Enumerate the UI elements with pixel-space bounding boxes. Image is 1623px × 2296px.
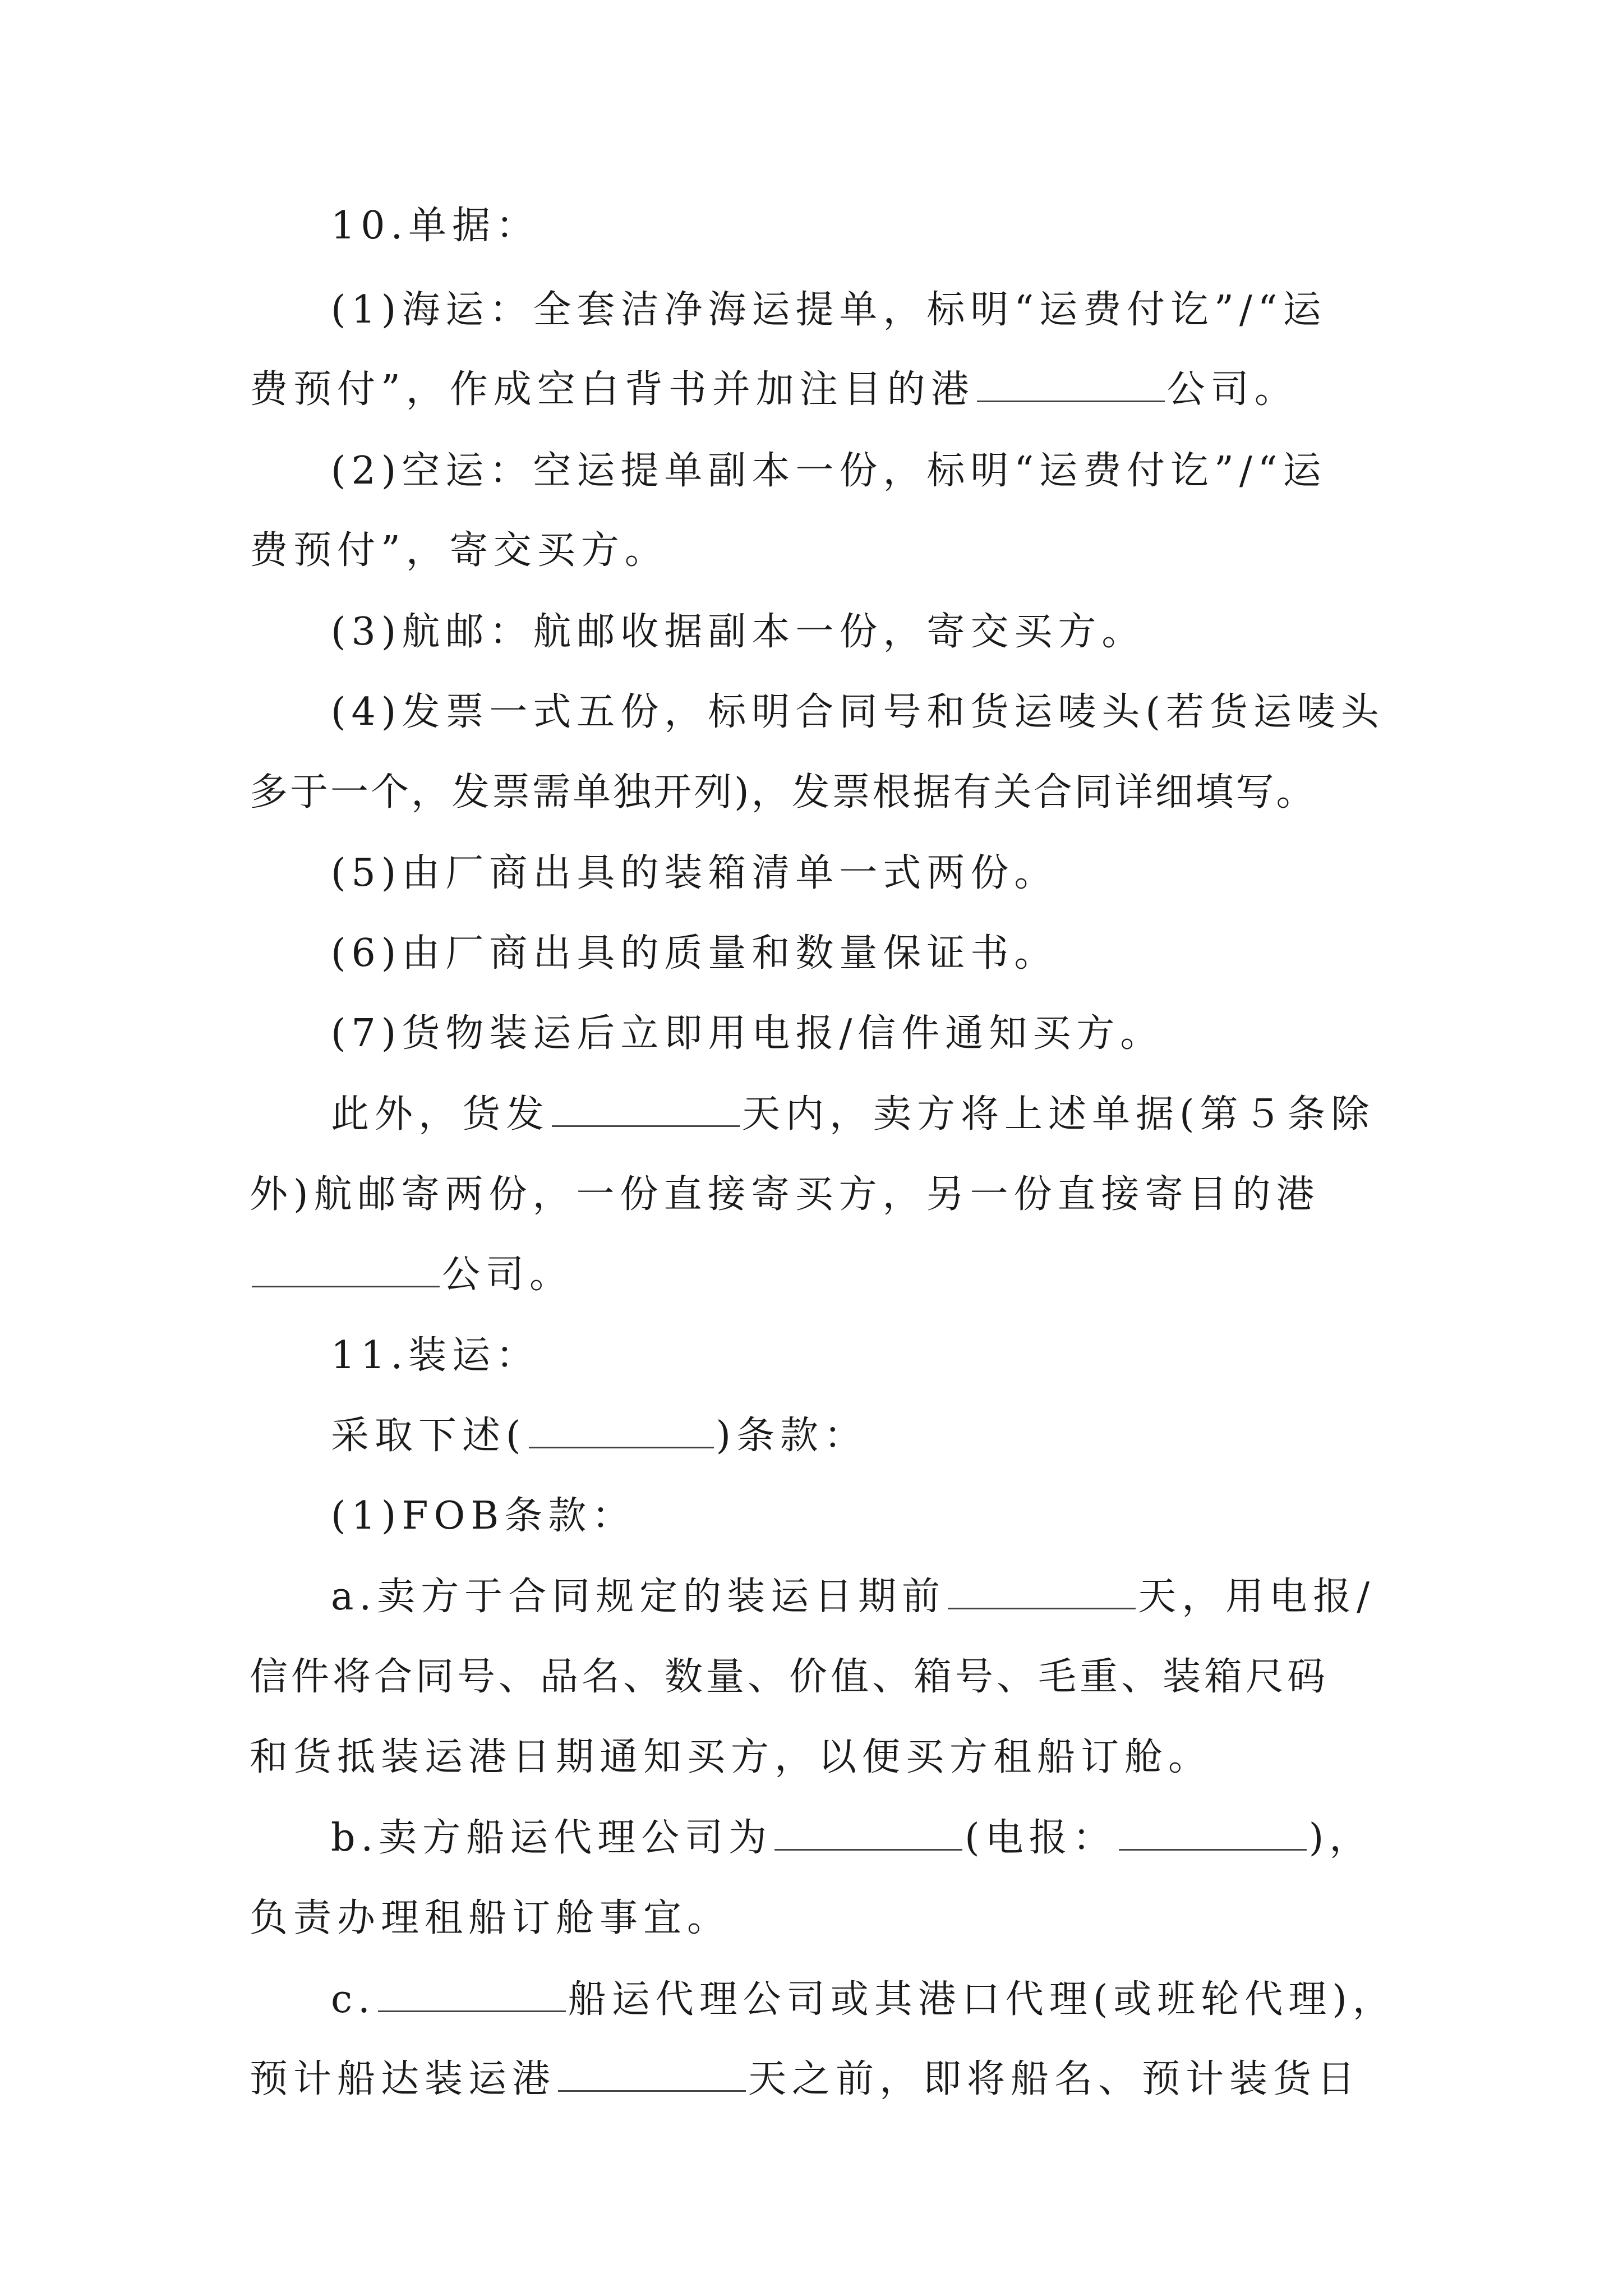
section-10-heading: 10.单据： xyxy=(331,204,540,248)
paragraph-8-line-1: 此外，货发 天内，卖方将上述单据(第５条除 xyxy=(331,1092,1375,1137)
fob-clause-heading: (1)FOB条款： xyxy=(331,1494,636,1538)
fill-blank[interactable] xyxy=(558,2056,746,2092)
item-a-line-2: 信件将合同号、品名、数量、价值、箱号、毛重、装箱尺码 xyxy=(250,1655,1329,1699)
fill-blank[interactable] xyxy=(552,1092,740,1127)
paragraph-8-line-2: 外)航邮寄两份，一份直接寄买方，另一份直接寄目的港 xyxy=(250,1172,1320,1217)
paragraph-6: (6)由厂商出具的质量和数量保证书。 xyxy=(331,931,1058,976)
item-a-line-1: a.卖方于合同规定的装运日期前 天，用电报/ xyxy=(331,1575,1376,1619)
paragraph-4-line-2: 多于一个，发票需单独开列)，发票根据有关合同详细填写。 xyxy=(250,770,1317,815)
paragraph-1-line-1: (1)海运：全套洁净海运提单，标明“运费付讫”/“运 xyxy=(331,288,1327,332)
fill-blank[interactable] xyxy=(529,1413,714,1448)
paragraph-2-line-1: (2)空运：空运提单副本一份，标明“运费付讫”/“运 xyxy=(331,449,1327,493)
fill-blank[interactable] xyxy=(378,1977,566,2012)
paragraph-7: (7)货物装运后立即用电报/信件通知买方。 xyxy=(331,1011,1164,1056)
fill-blank[interactable] xyxy=(774,1815,962,1851)
paragraph-4-line-1: (4)发票一式五份，标明合同号和货运唛头(若货运唛头 xyxy=(331,690,1385,734)
paragraph-5: (5)由厂商出具的装箱清单一式两份。 xyxy=(331,851,1058,895)
item-c-line-1: c. 船运代理公司或其港口代理(或班轮代理)， xyxy=(331,1977,1396,2022)
paragraph-2-line-2: 费预付”，寄交买方。 xyxy=(250,528,668,573)
item-b-line-1: b.卖方船运代理公司为 (电报： )， xyxy=(331,1816,1373,1860)
section-11-heading: 11.装运： xyxy=(331,1333,540,1378)
fill-blank[interactable] xyxy=(977,367,1165,402)
fill-blank[interactable] xyxy=(252,1252,440,1287)
paragraph-3: (3)航邮：航邮收据副本一份，寄交买方。 xyxy=(331,610,1146,654)
clause-selection-line: 采取下述( )条款： xyxy=(331,1414,868,1458)
paragraph-1-line-2: 费预付”，作成空白背书并加注目的港 公司。 xyxy=(250,367,1298,412)
item-a-line-3: 和货抵装运港日期通知买方，以便买方租船订舱。 xyxy=(250,1735,1212,1779)
fill-blank[interactable] xyxy=(1119,1815,1307,1851)
item-b-line-2: 负责办理租船订舱事宜。 xyxy=(250,1896,731,1940)
paragraph-8-line-3: 公司。 xyxy=(250,1250,573,1300)
item-c-line-2: 预计船达装运港 天之前，即将船名、预计装货日 xyxy=(250,2057,1361,2101)
fill-blank[interactable] xyxy=(948,1574,1136,1609)
